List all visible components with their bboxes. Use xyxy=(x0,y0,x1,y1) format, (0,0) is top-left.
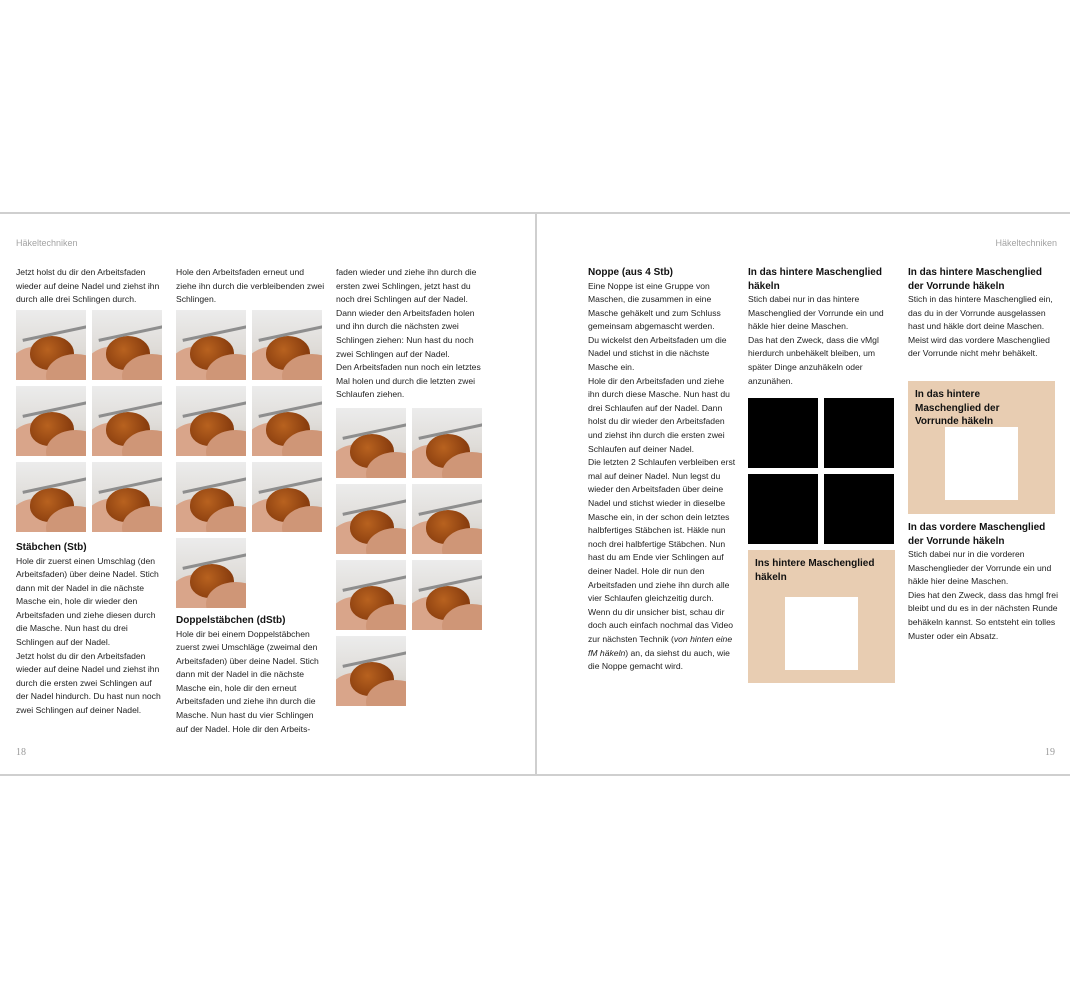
crochet-step-photo xyxy=(16,462,86,532)
crochet-step-photo xyxy=(16,310,86,380)
image-placeholder xyxy=(824,398,894,468)
illustration-box xyxy=(748,550,895,683)
intro-text: Hole den Arbeitsfaden erneut und ziehe ihn durch die verbleibenden zwei Schlingen. xyxy=(176,267,325,305)
crochet-step-photo xyxy=(336,484,406,554)
page-gutter xyxy=(535,214,537,774)
stitch-section-stb xyxy=(16,541,166,718)
image-placeholder xyxy=(824,474,894,544)
crochet-step-photo xyxy=(252,462,322,532)
section-heading: Noppe (aus 4 Stb) xyxy=(588,267,674,278)
left-column-3 xyxy=(336,266,486,402)
placeholder-square xyxy=(945,427,1018,500)
body-text: Hole dir zuerst einen Umschlag (den Arbeitsfaden) über deine Nadel. Stich dann mit der Nadel in die nächste Masche ein, hole dir wieder den Arbeitsfaden und ziehe diesen durch die Masche. Nun hast du drei Schlingen auf der Nadel. xyxy=(16,555,159,648)
section-heading: Stäbchen (Stb) xyxy=(16,542,87,553)
crochet-step-photo xyxy=(252,310,322,380)
section-heading: In das hintere Maschenglied häkeln xyxy=(748,267,882,292)
image-placeholder xyxy=(748,398,818,468)
front-loop-section xyxy=(908,521,1058,643)
section-heading: Doppelstäbchen (dStb) xyxy=(176,615,286,626)
stitch-section-dstb xyxy=(176,614,326,736)
running-head-right: Häkeltechniken xyxy=(995,238,1057,248)
crochet-step-photo xyxy=(176,310,246,380)
body-text: faden wieder und ziehe ihn durch die ersten zwei Schlingen, jetzt hast du noch drei Schlingen auf der Nadel. Dann wieder den Arbeitsfaden holen und ihn durch die nächsten zwei Schlingen ziehen: Nun hast du noch zwei Schlingen auf der Nadel. xyxy=(336,267,477,359)
left-column-2 xyxy=(176,266,326,307)
body-text: Das hat den Zweck, dass die vMgl hierdurch unbehäkelt bleiben, um später Dinge anzuhäkeln oder anzunähen. xyxy=(748,334,879,386)
video-reference: von hinten eine fM häkeln xyxy=(588,633,733,658)
body-text: Die letzten 2 Schlaufen verbleiben erst mal auf deiner Nadel. Nun legst du wieder den Arbeitsfaden über deine Nadel und stichst wieder in dieselbe Masche ein, in der schon dein letztes halbfertiges Stäbchen ist. Häkle nun noch drei halbfertige Stäbchen. Nun hast du am Ende vier Schlingen auf deiner Nadel. Hole dir nun den Arbeitsfaden und ziehe ihn durch alle vier Schlaufen gleichzeitig durch. xyxy=(588,457,736,604)
intro-text: Jetzt holst du dir den Arbeitsfaden wieder auf deine Nadel und ziehst ihn durch alle drei Schlingen durch. xyxy=(16,267,160,305)
left-column-1 xyxy=(16,266,166,307)
right-column-3 xyxy=(908,266,1058,361)
body-text: Den Arbeitsfaden nun noch ein letztes Mal holen und durch die letzten zwei Schlaufen ziehen. xyxy=(336,362,481,400)
crochet-step-photo xyxy=(16,386,86,456)
running-head-left: Häkeltechniken xyxy=(16,238,78,248)
illustration-box xyxy=(908,381,1055,514)
body-text: Stich dabei nur in das hintere Maschenglied der Vorrunde ein und häkle hier deine Maschen. xyxy=(748,294,884,332)
crochet-step-photo xyxy=(412,560,482,630)
box-label: In das hintere Maschenglied der Vorrunde häkeln xyxy=(915,389,1000,427)
image-placeholder xyxy=(748,474,818,544)
crochet-step-photo xyxy=(336,560,406,630)
body-text: Jetzt holst du dir den Arbeitsfaden wieder auf deine Nadel und ziehst ihn durch die ersten zwei Schlingen auf der Nadel hindurch. Du hast nun noch zwei Schlingen auf deiner Nadel. xyxy=(16,650,161,716)
right-column-2 xyxy=(748,266,896,388)
page-number-left: 18 xyxy=(16,747,26,758)
crochet-step-photo xyxy=(412,408,482,478)
body-text: Hole dir bei einem Doppelstäbchen zuerst zwei Umschläge (zweimal den Arbeitsfaden) über deine Nadel. Stich dann mit der Nadel in die nächste Masche ein, hole dir den erneut Arbeitsfaden und ziehe ihn durch die Masche. Nun hast du vier Schlingen auf der Nadel. Hole dir den Arbeits- xyxy=(176,628,319,734)
section-heading: In das vordere Maschenglied der Vorrunde häkeln xyxy=(908,522,1046,547)
body-text: Dies hat den Zweck, dass das hmgl frei bleibt und du es in der nächsten Runde behäkeln kannst. So entsteht ein tolles Muster oder ein Absatz. xyxy=(908,589,1058,641)
right-column-1 xyxy=(588,266,736,674)
box-label: Ins hintere Maschenglied häkeln xyxy=(755,558,875,583)
crochet-step-photo xyxy=(336,636,406,706)
crochet-step-photo xyxy=(336,408,406,478)
body-text: Hole dir den Arbeitsfaden und ziehe ihn durch diese Masche. Nun hast du drei Schlaufen auf der Nadel. Dann holst du dir wieder den Arbeitsfaden und ziehst ihn durch die ersten zwei Schlaufen auf deiner Nadel. xyxy=(588,375,730,454)
crochet-step-photo xyxy=(176,386,246,456)
crochet-step-photo xyxy=(92,310,162,380)
crochet-step-photo xyxy=(412,484,482,554)
crochet-step-photo xyxy=(92,462,162,532)
crochet-step-photo xyxy=(92,386,162,456)
body-text: Wenn du dir unsicher bist, schau dir doch auch einfach nochmal das Video zur nächsten Technik (von hinten eine fM häkeln) an, da siehst du auch, wie die Noppe gemacht wird. xyxy=(588,606,734,672)
page-number-right: 19 xyxy=(1045,747,1055,758)
body-text: Du wickelst den Arbeitsfaden um die Nadel und stichst in die nächste Masche ein. xyxy=(588,334,727,373)
body-text: Stich in das hintere Maschenglied ein, das du in der Vorrunde ausgelassen hast und häkle dort deine Maschen. Meist wird das vordere Maschenglied der Vorrunde nicht mehr behäkelt. xyxy=(908,294,1053,359)
crochet-step-photo xyxy=(176,538,246,608)
section-heading: In das hintere Maschenglied der Vorrunde häkeln xyxy=(908,267,1042,292)
crochet-step-photo xyxy=(176,462,246,532)
body-text: Stich dabei nur in die vorderen Maschenglieder der Vorrunde ein und häkle hier deine Maschen. xyxy=(908,549,1052,587)
book-spread xyxy=(0,212,1070,776)
body-text: Eine Noppe ist eine Gruppe von Maschen, die zusammen in eine Masche gehäkelt und zum Schluss gemeinsam abgemascht werden. xyxy=(588,280,721,332)
crochet-step-photo xyxy=(252,386,322,456)
placeholder-square xyxy=(785,597,858,670)
